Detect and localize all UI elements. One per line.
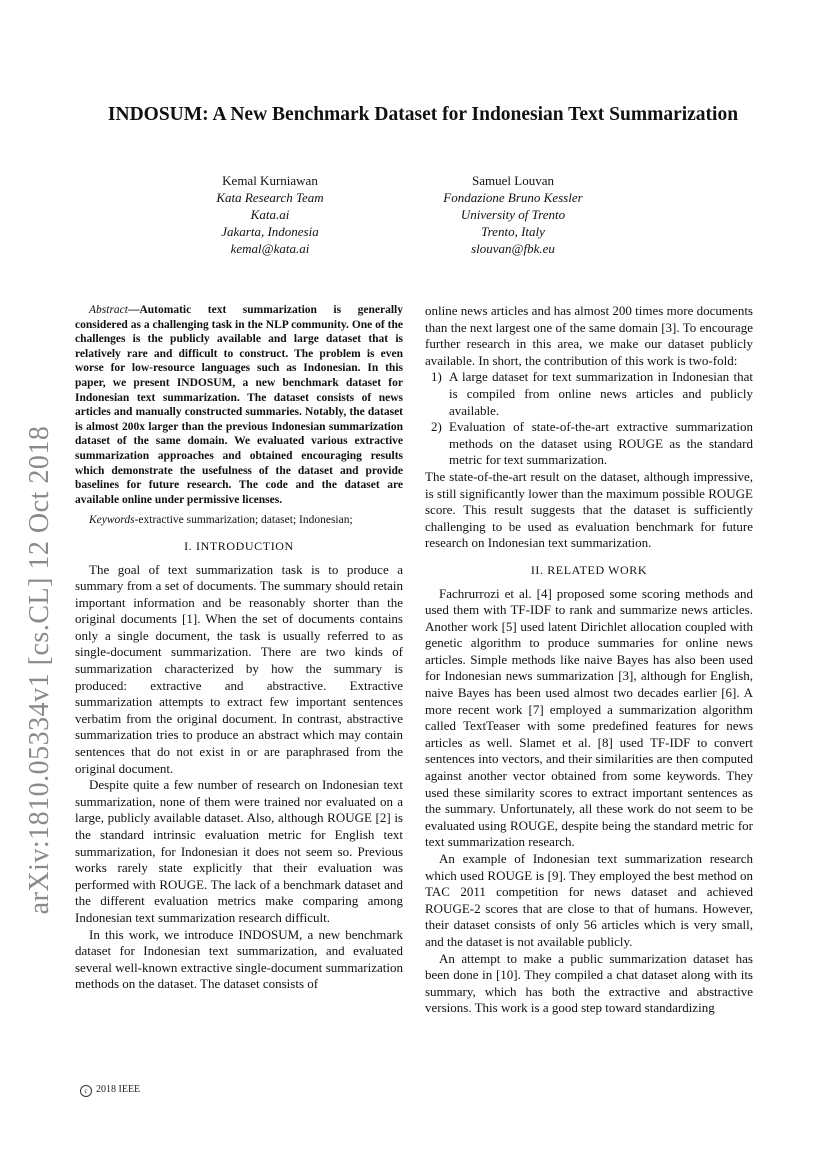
arxiv-id: arXiv:1810.05334v1 [cs.CL] 12 Oct 2018 (24, 425, 55, 915)
author-affiliation: Kata Research Team (216, 190, 324, 205)
intro-paragraph-2: Despite quite a few number of research on Indonesian text summarization, none of them were trained nor evaluated on a large, publicly available dataset. Also, although ROUGE [2] is the standard intrinsic evaluation metric for English text summarization, for Indonesian it does not seem so. Previous works rarely state explicitly that their evaluation was performed with ROUGE. The lack of a benchmark dataset and the different evaluation metrics make comparing among Indonesian text summarization research difficult. (75, 777, 403, 925)
copyright-text: 2018 IEEE (96, 1084, 141, 1095)
intro-paragraph-1: The goal of text summarization task is to produce a summary from a set of documents. The summary should retain important information and be reasonably shorter than the original documents [1]. When the set of documents contains only a single document, the task is usually referred to as single-document summarization. There are two kinds of summarization characterized by how the summary is produced: extractive and abstractive. Extractive summarization attempts to extract few important sentences verbatim from the original document. In contrast, abstractive summarization tries to produce an abstract which may contain sentences that do not exist in or are paraphrased from the original document. (75, 561, 403, 776)
author-affiliation: Kata.ai (250, 207, 290, 222)
paper-title: INDOSUM: A New Benchmark Dataset for Indonesian Text Summarization (107, 104, 739, 125)
author-block-1 (165, 172, 375, 257)
author-email: kemal@kata.ai (230, 241, 310, 256)
copyright-footer (80, 1084, 140, 1097)
arxiv-sidebar-stamp (8, 360, 72, 980)
contribution-list (425, 369, 753, 469)
author-name: Samuel Louvan (472, 173, 554, 188)
copyright-icon: c (80, 1085, 92, 1097)
keywords (75, 513, 403, 528)
section-heading-related-work: II. RELATED WORK (530, 562, 648, 577)
list-item: 1) A large dataset for text summarization in Indonesian that is compiled from online news articles and publicly available. (431, 369, 753, 418)
author-affiliation: University of Trento (460, 207, 566, 222)
author-email: slouvan@fbk.eu (471, 241, 555, 256)
abstract-label: Abstract (89, 304, 128, 316)
author-name: Kemal Kurniawan (222, 173, 318, 188)
right-column (425, 303, 753, 1017)
related-paragraph-3: An attempt to make a public summarization dataset has been done in [10]. They compiled a chat dataset along with its summary, which has both the extractive and abstractive versions. This work is a good step toward standardizing (425, 950, 753, 1016)
author-location: Trento, Italy (481, 224, 545, 239)
related-paragraph-1: Fachrurrozi et al. [4] proposed some scoring methods and used them with TF-IDF to rank and summarize news articles. Another work [5] used latent Dirichlet allocation coupled with genetic algorithm to produce summaries for online news articles. Simple methods like naive Bayes has also been used for Indonesian news summarization [3], although for English, naive Bayes has been used almost two decades earlier [6]. A more recent work [7] employed a summarization algorithm called TextTeaser with some predefined features for news articles as well. Slamet et al. [8] used TF-IDF to convert sentences into vectors, and their similarities are then computed against another vector obtained from some keywords. They used these similarity scores to extract important sentences as the summary. Unfortunately, all these work do not seem to be evaluated using ROUGE, despite being the standard metric for text summarization research. (425, 585, 753, 850)
intro-paragraph-4: online news articles and has almost 200 times more documents than the next largest one of the same domain [3]. To encourage further research in this area, we make our dataset publicly available. In short, the contribution of this work is two-fold: (425, 303, 753, 368)
list-item: 2) Evaluation of state-of-the-art extractive summarization methods on the dataset using ROUGE as the standard metric for text summarization. (431, 419, 753, 468)
keywords-text: -extractive summarization; dataset; Indonesian; (134, 514, 353, 527)
intro-paragraph-3: In this work, we introduce INDOSUM, a new benchmark dataset for Indonesian text summarization, and evaluated several well-known extractive single-document summarization methods on the dataset. The dataset consists of (75, 926, 403, 992)
author-affiliation: Fondazione Bruno Kessler (443, 190, 583, 205)
abstract-text: —Automatic text summarization is generally considered as a challenging task in the NLP community. One of the challenges is the publicly available and large dataset that is relatively rare and difficult to construct. The problem is even worse for low-resource languages such as Indonesian. In this paper, we present INDOSUM, a new benchmark dataset for Indonesian text summarization. The dataset consists of news articles and manually constructed summaries. Notably, the dataset is almost 200x larger than the previous Indonesian summarization dataset of the same domain. We evaluated various extractive summarization approaches and obtained encouraging results which demonstrate the usefulness of the dataset and provide baselines for future research. The code and the dataset are available online under permissive licenses. (75, 304, 403, 506)
intro-paragraph-5: The state-of-the-art result on the dataset, although impressive, is still significantly lower than the maximum possible ROUGE score. This result suggests that the dataset is sufficiently challenging to be used as evaluation benchmark for future research on Indonesian text summarization. (425, 468, 753, 551)
author-location: Jakarta, Indonesia (221, 224, 319, 239)
author-block-2 (408, 172, 618, 257)
left-column (75, 303, 403, 993)
section-heading-introduction: I. INTRODUCTION (184, 538, 294, 553)
related-paragraph-2: An example of Indonesian text summarization research which used ROUGE is [9]. They employed the best method on TAC 2011 competition for news dataset and achieved ROUGE-2 scores that are close to that of humans. However, their dataset consists of only 56 articles which is very small, and the dataset is not available publicly. (425, 851, 753, 949)
abstract (75, 303, 403, 507)
keywords-label: Keywords (89, 514, 135, 527)
